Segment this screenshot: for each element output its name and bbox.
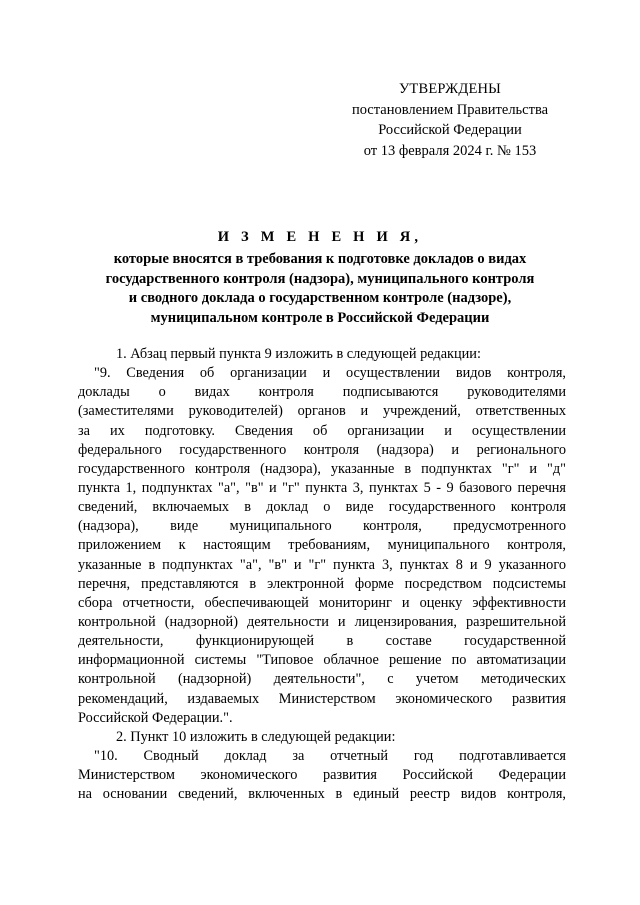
text-line: государственного контроля (надзора), указанные в подпунктах "г" и "д" — [78, 460, 566, 477]
text-line: приложением к настоящим требованиям, муниципального контроля, — [78, 537, 566, 554]
text-line: (заместителями руководителей) органов и учреждений, ответственных — [78, 403, 566, 420]
document-heading — [60, 228, 580, 328]
text-line: перечня, представляются в электронной форме посредством подсистемы — [78, 575, 566, 592]
text-line: (надзора), виде муниципального контроля, предусмотренного — [78, 518, 566, 535]
heading-subtitle-line: которые вносятся в требования к подготовке докладов о видах — [113, 251, 527, 267]
text-line: контрольной (надзорной) деятельности и лицензирования, разрешительной — [78, 613, 566, 630]
text-line: указанные в подпунктах "а", "в" и "г" пункта 3, пунктах 8 и 9 указанного — [78, 556, 566, 573]
text-line: деятельности, функционирующей в составе государственной — [78, 633, 566, 650]
paragraph-item-2: 2. Пункт 10 изложить в следующей редакции: — [116, 728, 396, 745]
paragraph-item-1: 1. Абзац первый пункта 9 изложить в следующей редакции: — [116, 346, 481, 362]
document-body — [78, 345, 566, 804]
text-line: за их подготовку. Сведения об организации и осуществлении — [78, 422, 566, 439]
text-line: Министерством экономического развития Российской Федерации — [78, 767, 566, 784]
heading-subtitle-line: и сводного доклада о государственном контроле (надзоре), — [128, 290, 512, 306]
text-line: контрольной (надзорной) деятельности", с учетом методических — [78, 671, 566, 688]
text-line: информационной системы "Типовое облачное решение по автоматизации — [78, 652, 566, 669]
text-line: "10. Сводный доклад за отчетный год подготавливается — [94, 747, 566, 764]
approval-title: УТВЕРЖДЕНЫ — [398, 81, 502, 97]
approval-line: постановлением Правительства — [351, 101, 549, 118]
text-line: "9. Сведения об организации и осуществлении видов контроля, — [94, 365, 566, 382]
approval-block — [330, 79, 570, 161]
text-line: на основании сведений, включенных в единый реестр видов контроля, — [78, 786, 566, 803]
approval-line: Российской Федерации — [378, 122, 522, 138]
text-line: сведений, включаемых в доклад о виде государственного контроля — [78, 499, 566, 516]
text-line: рекомендаций, издаваемых Министерством экономического развития — [78, 690, 566, 707]
heading-subtitle — [60, 250, 580, 328]
approval-line: от 13 февраля 2024 г. № 153 — [363, 142, 537, 159]
text-line: федерального государственного контроля (надзора) и регионального — [78, 441, 566, 458]
text-line: сбора отчетности, обеспечивающей мониторинг и оценку эффективности — [78, 594, 566, 611]
text-line: Российской Федерации.". — [78, 709, 233, 726]
text-line: пункта 1, подпунктах "а", "в" и "г" пункта 3, пунктах 5 - 9 базового перечня — [78, 479, 566, 496]
heading-subtitle-line: государственного контроля (надзора), муниципального контроля — [105, 270, 535, 287]
heading-subtitle-line: муниципальном контроле в Российской Федерации — [150, 309, 490, 326]
text-line: доклады о видах контроля подписываются руководителями — [78, 384, 566, 401]
heading-title: И З М Е Н Е Н И Я, — [217, 229, 423, 245]
